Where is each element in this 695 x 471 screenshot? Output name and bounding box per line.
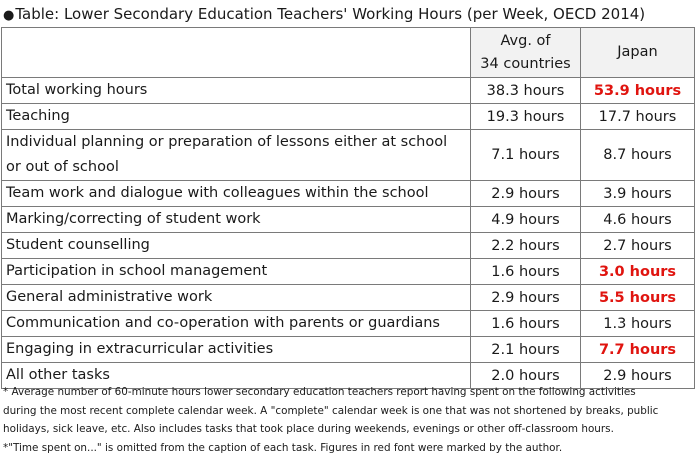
header-avg-line2: 34 countries (480, 55, 571, 72)
table-row (2, 207, 695, 233)
table-body (2, 78, 695, 389)
japan-value-cell-highlighted: 7.7 hours (581, 337, 695, 363)
table-row (2, 130, 695, 181)
task-cell: All other tasks (2, 363, 471, 389)
table-row (2, 181, 695, 207)
footnotes (3, 383, 693, 457)
header-avg-cell (471, 28, 581, 78)
japan-value-cell: 4.6 hours (581, 207, 695, 233)
avg-value-cell: 19.3 hours (471, 104, 581, 130)
table-row (2, 259, 695, 285)
japan-value-cell: 3.9 hours (581, 181, 695, 207)
header-task-cell (2, 28, 471, 78)
task-cell: Marking/correcting of student work (2, 207, 471, 233)
header-avg-line1: Avg. of (500, 32, 551, 49)
avg-value-cell: 1.6 hours (471, 311, 581, 337)
table-header-row (2, 28, 695, 78)
table-title-text: Table: Lower Secondary Education Teachers' Working Hours (per Week, OECD 2014) (15, 5, 646, 23)
table-row (2, 104, 695, 130)
avg-value-cell: 2.0 hours (471, 363, 581, 389)
avg-value-cell: 2.9 hours (471, 181, 581, 207)
japan-value-cell-highlighted: 3.0 hours (581, 259, 695, 285)
task-cell: Participation in school management (2, 259, 471, 285)
table-row (2, 337, 695, 363)
table-row (2, 233, 695, 259)
table-row (2, 285, 695, 311)
avg-value-cell: 38.3 hours (471, 78, 581, 104)
task-cell: Total working hours (2, 78, 471, 104)
japan-value-cell-highlighted: 53.9 hours (581, 78, 695, 104)
japan-value-cell-highlighted: 5.5 hours (581, 285, 695, 311)
task-cell: General administrative work (2, 285, 471, 311)
table-row (2, 78, 695, 104)
japan-value-cell: 2.9 hours (581, 363, 695, 389)
header-japan-cell: Japan (581, 28, 695, 78)
table-title (3, 4, 645, 26)
task-cell: Teaching (2, 104, 471, 130)
footnote-line: * Average number of 60-minute hours lower secondary education teachers report having spent on the following activities (3, 386, 636, 398)
japan-value-cell: 1.3 hours (581, 311, 695, 337)
task-cell: Engaging in extracurricular activities (2, 337, 471, 363)
japan-value-cell: 2.7 hours (581, 233, 695, 259)
footnote-line: *"Time spent on..." is omitted from the caption of each task. Figures in red font were marked by the author. (3, 441, 563, 454)
avg-value-cell: 7.1 hours (471, 130, 581, 181)
avg-value-cell: 1.6 hours (471, 259, 581, 285)
task-cell: Communication and co-operation with parents or guardians (2, 311, 471, 337)
task-cell: Student counselling (2, 233, 471, 259)
footnote-line: holidays, sick leave, etc. Also includes tasks that took place during weekends, evenings or other off-classroom hours. (3, 423, 614, 435)
avg-value-cell: 2.2 hours (471, 233, 581, 259)
working-hours-table (1, 27, 695, 389)
japan-value-cell: 8.7 hours (581, 130, 695, 181)
bullet-icon: ● (3, 8, 15, 23)
japan-value-cell: 17.7 hours (581, 104, 695, 130)
avg-value-cell: 2.1 hours (471, 337, 581, 363)
task-cell: Individual planning or preparation of lessons either at school or out of school (2, 130, 471, 181)
task-cell: Team work and dialogue with colleagues within the school (2, 181, 471, 207)
avg-value-cell: 4.9 hours (471, 207, 581, 233)
table-row (2, 311, 695, 337)
footnote-line: during the most recent complete calendar week. A "complete" calendar week is one that was not shortened by breaks, public (3, 404, 659, 417)
avg-value-cell: 2.9 hours (471, 285, 581, 311)
